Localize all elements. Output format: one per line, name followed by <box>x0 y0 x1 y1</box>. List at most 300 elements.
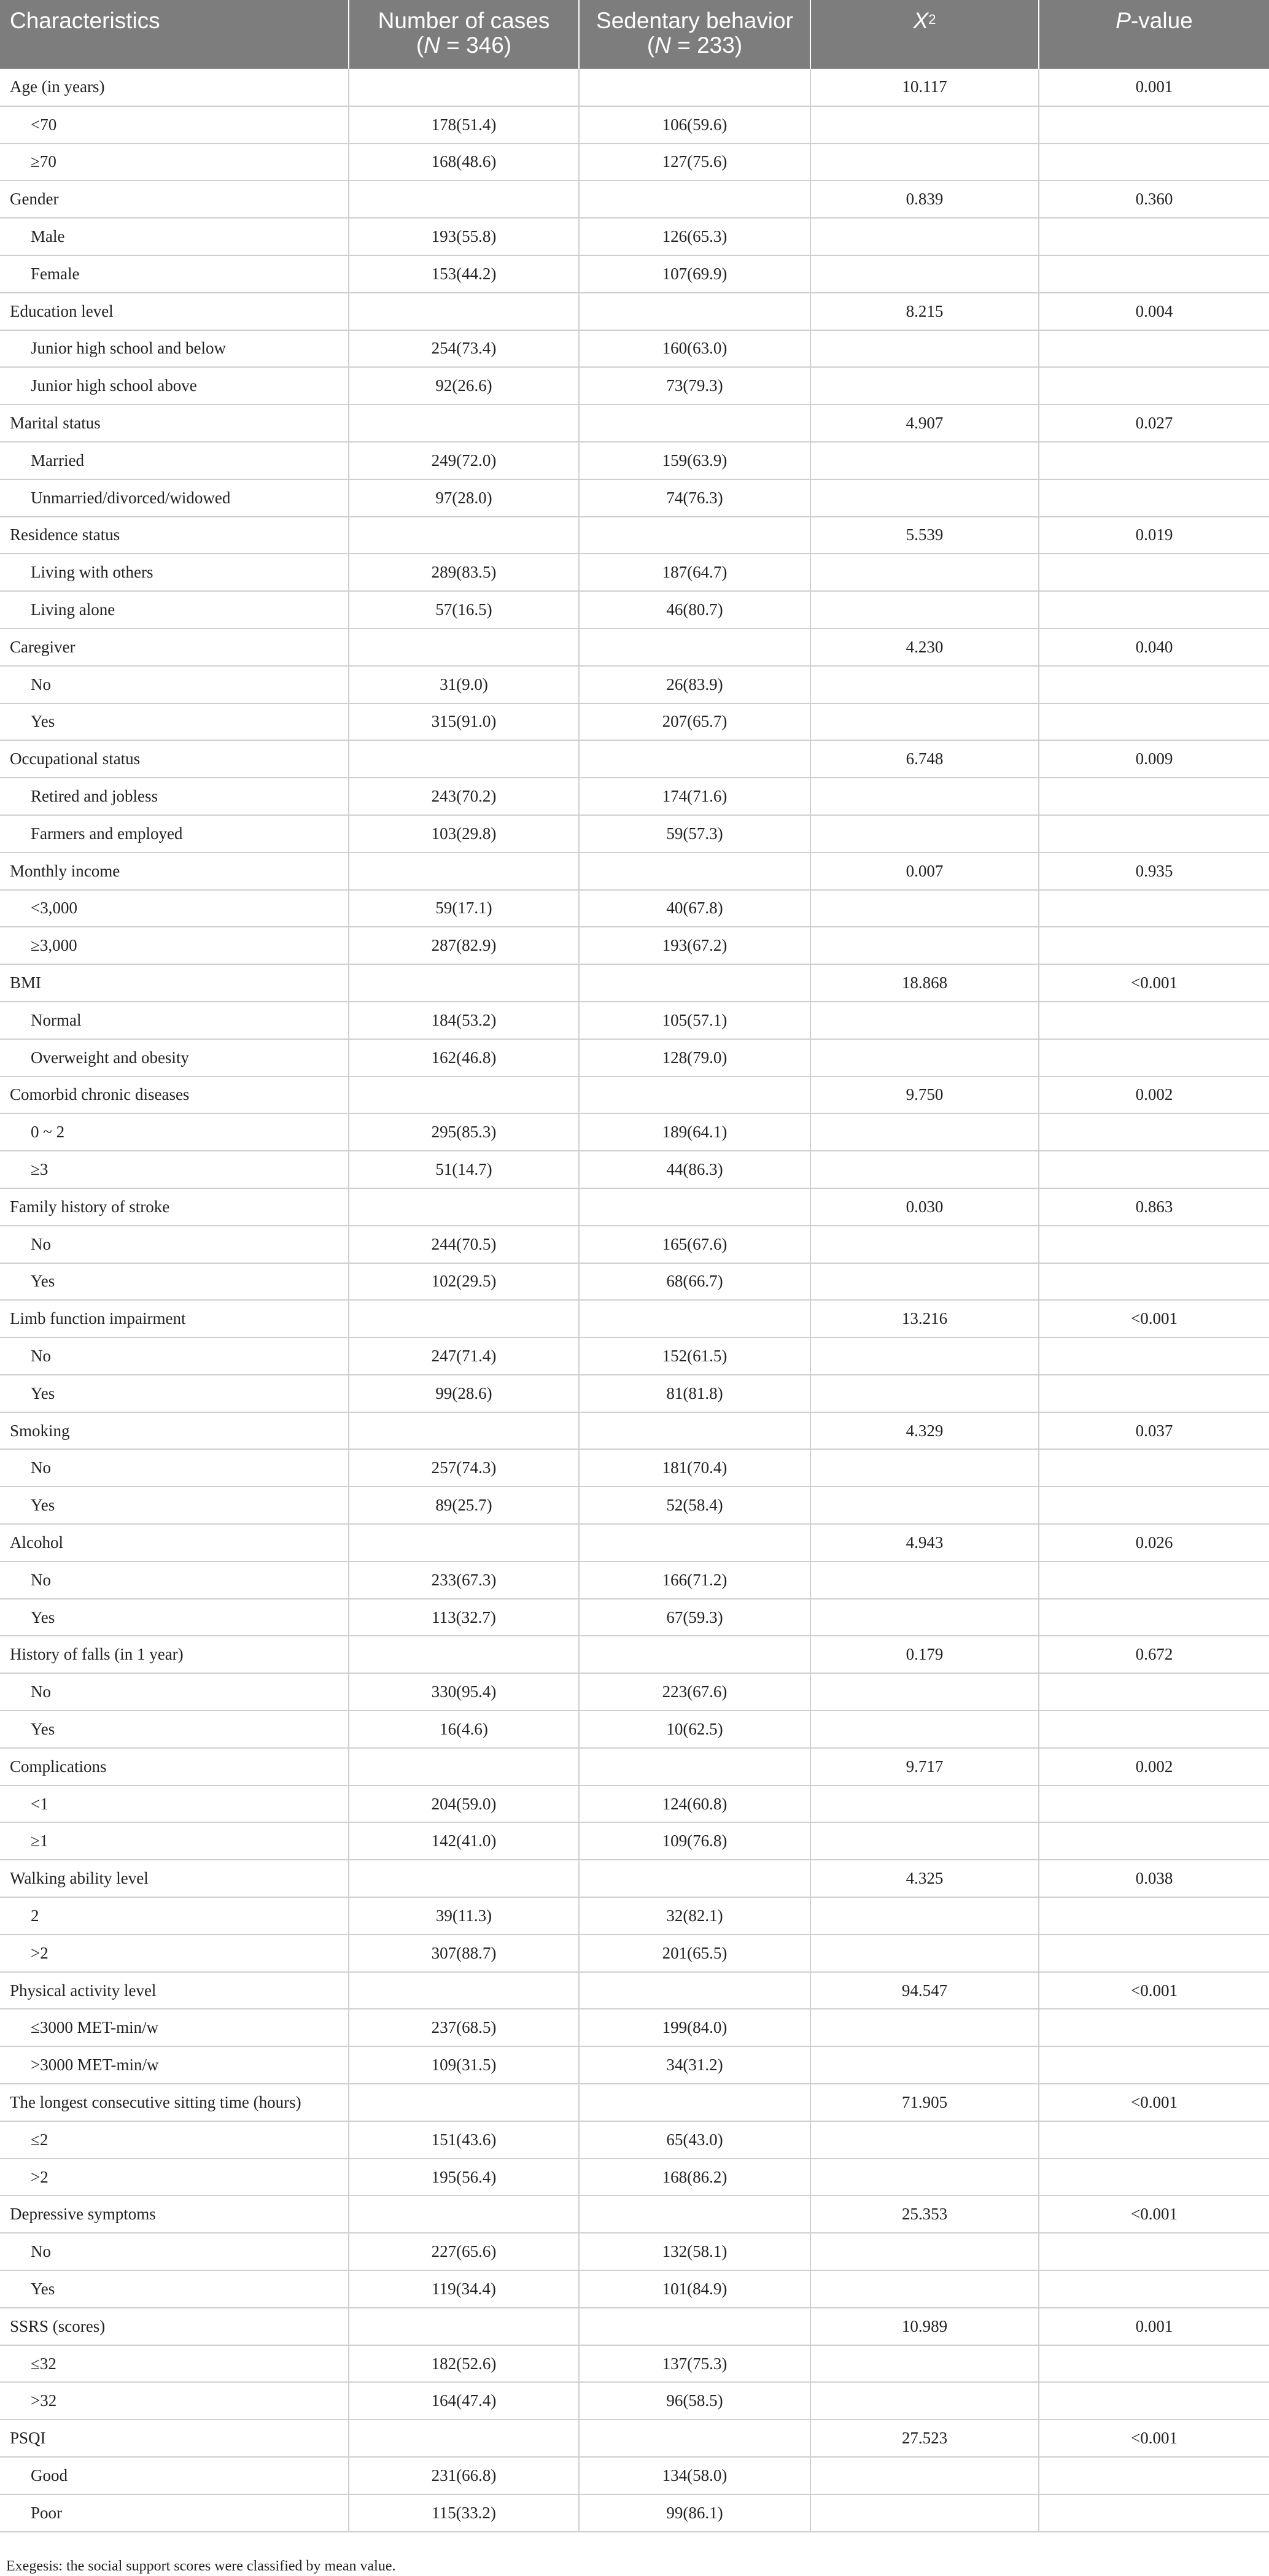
table-row-category <box>0 853 1269 890</box>
cell-p-value <box>1039 2270 1269 2308</box>
cell-characteristic: PSQI <box>0 2419 349 2457</box>
cell-chi-square: 18.868 <box>810 964 1039 1002</box>
cell-sedentary-behavior: 128(79.0) <box>579 1039 810 1077</box>
cell-characteristic: No <box>0 666 349 703</box>
cell-characteristic: Junior high school above <box>0 367 349 404</box>
cell-p-value: <0.001 <box>1039 2195 1269 2233</box>
table-row-category <box>0 2308 1269 2345</box>
table-row-subgroup <box>0 666 1269 703</box>
cell-number-of-cases: 142(41.0) <box>349 1822 579 1860</box>
cell-number-of-cases: 57(16.5) <box>349 591 579 629</box>
cell-chi-square: 13.216 <box>810 1300 1039 1337</box>
cell-number-of-cases: 287(82.9) <box>349 927 579 964</box>
cell-chi-square <box>810 2233 1039 2270</box>
header-row <box>0 0 1269 69</box>
cell-p-value <box>1039 255 1269 293</box>
cell-number-of-cases <box>349 1972 579 2009</box>
cell-sedentary-behavior: 96(58.5) <box>579 2382 810 2419</box>
cell-sedentary-behavior <box>579 404 810 442</box>
cell-sedentary-behavior: 124(60.8) <box>579 1785 810 1823</box>
cell-characteristic: >3000 MET-min/w <box>0 2046 349 2084</box>
cell-characteristic: Gender <box>0 180 349 218</box>
cell-number-of-cases: 151(43.6) <box>349 2121 579 2159</box>
cell-characteristic: Depressive symptoms <box>0 2195 349 2233</box>
cell-characteristic: Limb function impairment <box>0 1300 349 1337</box>
cell-number-of-cases: 168(48.6) <box>349 144 579 181</box>
cell-sedentary-behavior: 32(82.1) <box>579 1897 810 1935</box>
cell-characteristic: >32 <box>0 2382 349 2419</box>
cell-characteristic: Yes <box>0 1487 349 1524</box>
table-row-subgroup <box>0 1599 1269 1636</box>
table-row-subgroup <box>0 927 1269 964</box>
cell-number-of-cases <box>349 1524 579 1561</box>
table-row-category <box>0 964 1269 1002</box>
cell-chi-square <box>810 1449 1039 1487</box>
cell-characteristic: Smoking <box>0 1412 349 1450</box>
cell-sedentary-behavior: 68(66.7) <box>579 1263 810 1301</box>
cell-sedentary-behavior <box>579 69 810 106</box>
cell-sedentary-behavior: 40(67.8) <box>579 890 810 927</box>
cell-chi-square <box>810 890 1039 927</box>
table-row-subgroup <box>0 1449 1269 1487</box>
cell-number-of-cases: 244(70.5) <box>349 1226 579 1263</box>
cell-chi-square: 4.230 <box>810 629 1039 666</box>
cell-chi-square <box>810 778 1039 815</box>
table-row-subgroup <box>0 778 1269 815</box>
cell-characteristic: Education level <box>0 293 349 330</box>
cell-chi-square: 0.030 <box>810 1188 1039 1226</box>
cell-number-of-cases: 97(28.0) <box>349 479 579 517</box>
table-row-subgroup <box>0 1226 1269 1263</box>
cell-chi-square: 4.907 <box>810 404 1039 442</box>
cell-p-value <box>1039 1113 1269 1151</box>
table-row-subgroup <box>0 2121 1269 2159</box>
cell-sedentary-behavior: 52(58.4) <box>579 1487 810 1524</box>
cell-sedentary-behavior: 44(86.3) <box>579 1151 810 1188</box>
cell-number-of-cases: 113(32.7) <box>349 1599 579 1636</box>
header-cases-n: N <box>424 33 440 58</box>
cell-sedentary-behavior <box>579 293 810 330</box>
cell-sedentary-behavior: 165(67.6) <box>579 1226 810 1263</box>
cell-chi-square <box>810 330 1039 368</box>
cell-chi-square <box>810 666 1039 703</box>
cell-sedentary-behavior <box>579 1524 810 1561</box>
header-p-italic: P <box>1116 8 1131 33</box>
header-characteristics-text: Characteristics <box>10 8 160 33</box>
cell-number-of-cases <box>349 1188 579 1226</box>
cell-characteristic: Marital status <box>0 404 349 442</box>
cell-number-of-cases <box>349 740 579 778</box>
cell-sedentary-behavior: 101(84.9) <box>579 2270 810 2308</box>
table-row-category <box>0 1188 1269 1226</box>
cell-sedentary-behavior <box>579 1860 810 1897</box>
cell-p-value: 0.002 <box>1039 1748 1269 1785</box>
table-row-category <box>0 1972 1269 2009</box>
cell-chi-square: 71.905 <box>810 2084 1039 2121</box>
cell-sedentary-behavior <box>579 2084 810 2121</box>
cell-chi-square: 9.750 <box>810 1077 1039 1114</box>
cell-number-of-cases: 182(52.6) <box>349 2345 579 2383</box>
table-row-subgroup <box>0 1487 1269 1524</box>
cell-p-value <box>1039 1785 1269 1823</box>
cell-p-value <box>1039 1039 1269 1077</box>
cell-number-of-cases: 31(9.0) <box>349 666 579 703</box>
table-row-subgroup <box>0 367 1269 404</box>
cell-chi-square: 0.007 <box>810 853 1039 890</box>
cell-chi-square <box>810 1822 1039 1860</box>
table-row-subgroup <box>0 1002 1269 1039</box>
table-row-category <box>0 740 1269 778</box>
cell-chi-square: 10.117 <box>810 69 1039 106</box>
cell-characteristic: Physical activity level <box>0 1972 349 2009</box>
cell-characteristic: Yes <box>0 1375 349 1412</box>
cell-chi-square <box>810 2121 1039 2159</box>
table-row-category <box>0 69 1269 106</box>
cell-characteristic: The longest consecutive sitting time (hours) <box>0 2084 349 2121</box>
cell-characteristic: 0 ~ 2 <box>0 1113 349 1151</box>
cell-number-of-cases: 153(44.2) <box>349 255 579 293</box>
cell-sedentary-behavior: 46(80.7) <box>579 591 810 629</box>
cell-sedentary-behavior: 160(63.0) <box>579 330 810 368</box>
table-row-subgroup <box>0 1785 1269 1823</box>
cell-sedentary-behavior: 207(65.7) <box>579 703 810 741</box>
cell-p-value <box>1039 1599 1269 1636</box>
cell-characteristic: >2 <box>0 1935 349 1972</box>
cell-characteristic: 2 <box>0 1897 349 1935</box>
table-row-subgroup <box>0 2457 1269 2494</box>
cell-chi-square <box>810 2270 1039 2308</box>
table-row-subgroup <box>0 2046 1269 2084</box>
cell-sedentary-behavior: 189(64.1) <box>579 1113 810 1151</box>
cell-characteristic: No <box>0 1449 349 1487</box>
table-row-category <box>0 517 1269 554</box>
cell-sedentary-behavior: 174(71.6) <box>579 778 810 815</box>
cell-number-of-cases: 162(46.8) <box>349 1039 579 1077</box>
cell-number-of-cases <box>349 2084 579 2121</box>
cell-p-value <box>1039 1375 1269 1412</box>
cell-p-value: <0.001 <box>1039 1300 1269 1337</box>
cell-chi-square: 25.353 <box>810 2195 1039 2233</box>
cell-characteristic: Female <box>0 255 349 293</box>
cell-number-of-cases: 289(83.5) <box>349 554 579 591</box>
cell-p-value: <0.001 <box>1039 2084 1269 2121</box>
table-row-subgroup <box>0 2345 1269 2383</box>
table-row-subgroup <box>0 890 1269 927</box>
header-chi-sup: 2 <box>928 12 936 27</box>
cell-number-of-cases <box>349 1300 579 1337</box>
cell-number-of-cases <box>349 404 579 442</box>
cell-sedentary-behavior <box>579 740 810 778</box>
cell-number-of-cases <box>349 1748 579 1785</box>
table-row-subgroup <box>0 1822 1269 1860</box>
table-row-subgroup <box>0 2270 1269 2308</box>
cell-p-value <box>1039 2009 1269 2046</box>
cell-characteristic: Age (in years) <box>0 69 349 106</box>
cell-characteristic: Good <box>0 2457 349 2494</box>
cell-chi-square: 8.215 <box>810 293 1039 330</box>
cell-number-of-cases: 115(33.2) <box>349 2494 579 2532</box>
cell-p-value: 0.004 <box>1039 293 1269 330</box>
cell-sedentary-behavior <box>579 853 810 890</box>
cell-number-of-cases: 231(66.8) <box>349 2457 579 2494</box>
cell-p-value: 0.672 <box>1039 1636 1269 1673</box>
header-cases-line1: Number of cases <box>378 8 550 33</box>
cell-p-value: 0.001 <box>1039 2308 1269 2345</box>
cell-p-value <box>1039 1935 1269 1972</box>
cell-sedentary-behavior <box>579 2419 810 2457</box>
cell-chi-square: 27.523 <box>810 2419 1039 2457</box>
cell-number-of-cases: 102(29.5) <box>349 1263 579 1301</box>
table-row-subgroup <box>0 1711 1269 1748</box>
table-row-subgroup <box>0 255 1269 293</box>
cell-chi-square: 5.539 <box>810 517 1039 554</box>
cell-p-value <box>1039 1711 1269 1748</box>
cell-number-of-cases: 315(91.0) <box>349 703 579 741</box>
table-row-category <box>0 2084 1269 2121</box>
cell-sedentary-behavior: 126(65.3) <box>579 218 810 255</box>
cell-characteristic: Living alone <box>0 591 349 629</box>
cell-chi-square <box>810 703 1039 741</box>
cell-sedentary-behavior: 127(75.6) <box>579 144 810 181</box>
cell-chi-square: 10.989 <box>810 2308 1039 2345</box>
cell-p-value <box>1039 703 1269 741</box>
cell-p-value: 0.009 <box>1039 740 1269 778</box>
table-row-category <box>0 1524 1269 1561</box>
cell-number-of-cases: 92(26.6) <box>349 367 579 404</box>
cell-number-of-cases: 243(70.2) <box>349 778 579 815</box>
cell-number-of-cases <box>349 964 579 1002</box>
cell-number-of-cases <box>349 1412 579 1450</box>
table-row-category <box>0 404 1269 442</box>
cell-characteristic: No <box>0 1561 349 1599</box>
cell-number-of-cases <box>349 2419 579 2457</box>
cell-characteristic: Caregiver <box>0 629 349 666</box>
table-row-subgroup <box>0 1375 1269 1412</box>
cell-characteristic: ≤2 <box>0 2121 349 2159</box>
cell-characteristic: SSRS (scores) <box>0 2308 349 2345</box>
cell-characteristic: Comorbid chronic diseases <box>0 1077 349 1114</box>
cell-p-value <box>1039 2457 1269 2494</box>
cell-number-of-cases <box>349 69 579 106</box>
cell-number-of-cases: 204(59.0) <box>349 1785 579 1823</box>
cell-p-value: 0.935 <box>1039 853 1269 890</box>
cell-characteristic: Yes <box>0 1263 349 1301</box>
cell-chi-square <box>810 1897 1039 1935</box>
cell-characteristic: ≤32 <box>0 2345 349 2383</box>
cell-p-value <box>1039 927 1269 964</box>
cell-number-of-cases: 195(56.4) <box>349 2159 579 2196</box>
cell-sedentary-behavior <box>579 1972 810 2009</box>
cell-chi-square <box>810 479 1039 517</box>
cell-p-value <box>1039 815 1269 853</box>
cell-p-value <box>1039 1673 1269 1711</box>
cell-sedentary-behavior: 99(86.1) <box>579 2494 810 2532</box>
cell-number-of-cases: 59(17.1) <box>349 890 579 927</box>
cell-chi-square: 9.717 <box>810 1748 1039 1785</box>
cell-p-value: <0.001 <box>1039 2419 1269 2457</box>
cell-chi-square <box>810 1226 1039 1263</box>
cell-characteristic: Married <box>0 442 349 479</box>
cell-p-value <box>1039 330 1269 368</box>
cell-p-value <box>1039 442 1269 479</box>
table-row-subgroup <box>0 703 1269 741</box>
cell-chi-square <box>810 2382 1039 2419</box>
table-row-category <box>0 2195 1269 2233</box>
cell-p-value: 0.027 <box>1039 404 1269 442</box>
cell-characteristic: BMI <box>0 964 349 1002</box>
cell-chi-square: 4.943 <box>810 1524 1039 1561</box>
cell-sedentary-behavior: 223(67.6) <box>579 1673 810 1711</box>
cell-characteristic: <3,000 <box>0 890 349 927</box>
cell-characteristic: ≥3,000 <box>0 927 349 964</box>
cell-characteristic: Yes <box>0 703 349 741</box>
table-row-subgroup <box>0 106 1269 144</box>
cell-number-of-cases: 103(29.8) <box>349 815 579 853</box>
cell-sedentary-behavior <box>579 180 810 218</box>
cell-number-of-cases: 237(68.5) <box>349 2009 579 2046</box>
cell-sedentary-behavior: 73(79.3) <box>579 367 810 404</box>
cell-number-of-cases <box>349 853 579 890</box>
cell-number-of-cases: 16(4.6) <box>349 1711 579 1748</box>
cell-p-value <box>1039 2121 1269 2159</box>
table-row-category <box>0 2419 1269 2457</box>
cell-characteristic: History of falls (in 1 year) <box>0 1636 349 1673</box>
header-number-of-cases: Number of cases (N = 346) <box>349 0 579 69</box>
cell-p-value <box>1039 591 1269 629</box>
cell-characteristic: Complications <box>0 1748 349 1785</box>
cell-p-value: <0.001 <box>1039 1972 1269 2009</box>
cell-sedentary-behavior: 199(84.0) <box>579 2009 810 2046</box>
cell-chi-square: 0.179 <box>810 1636 1039 1673</box>
header-sed-rest: = 233) <box>670 33 743 58</box>
header-sedentary-behavior: Sedentary behavior (N = 233) <box>579 0 810 69</box>
cell-sedentary-behavior: 137(75.3) <box>579 2345 810 2383</box>
cell-characteristic: Poor <box>0 2494 349 2532</box>
cell-characteristic: Family history of stroke <box>0 1188 349 1226</box>
cell-sedentary-behavior: 193(67.2) <box>579 927 810 964</box>
cell-sedentary-behavior <box>579 1300 810 1337</box>
cell-number-of-cases: 330(95.4) <box>349 1673 579 1711</box>
cell-sedentary-behavior <box>579 1077 810 1114</box>
cell-characteristic: No <box>0 1337 349 1375</box>
cell-number-of-cases <box>349 517 579 554</box>
cell-chi-square <box>810 367 1039 404</box>
cell-number-of-cases: 227(65.6) <box>349 2233 579 2270</box>
table-row-subgroup <box>0 442 1269 479</box>
table-header <box>0 0 1269 69</box>
cell-number-of-cases: 99(28.6) <box>349 1375 579 1412</box>
table-row-category <box>0 180 1269 218</box>
cell-p-value <box>1039 218 1269 255</box>
cell-characteristic: >2 <box>0 2159 349 2196</box>
cell-chi-square <box>810 2457 1039 2494</box>
cell-chi-square: 0.839 <box>810 180 1039 218</box>
cell-number-of-cases: 257(74.3) <box>349 1449 579 1487</box>
cell-chi-square <box>810 106 1039 144</box>
cell-number-of-cases: 249(72.0) <box>349 442 579 479</box>
table-row-subgroup <box>0 144 1269 181</box>
cell-number-of-cases <box>349 2195 579 2233</box>
cell-sedentary-behavior: 34(31.2) <box>579 2046 810 2084</box>
cell-sedentary-behavior <box>579 629 810 666</box>
cell-p-value <box>1039 2046 1269 2084</box>
cell-chi-square <box>810 1151 1039 1188</box>
cell-sedentary-behavior: 26(83.9) <box>579 666 810 703</box>
cell-p-value <box>1039 1449 1269 1487</box>
cell-chi-square <box>810 1561 1039 1599</box>
cell-number-of-cases <box>349 1860 579 1897</box>
cell-chi-square <box>810 2159 1039 2196</box>
cell-p-value <box>1039 554 1269 591</box>
cell-sedentary-behavior: 65(43.0) <box>579 2121 810 2159</box>
table-row-subgroup <box>0 1113 1269 1151</box>
cell-sedentary-behavior: 201(65.5) <box>579 1935 810 1972</box>
table-row-subgroup <box>0 1151 1269 1188</box>
cell-characteristic: Occupational status <box>0 740 349 778</box>
cell-characteristic: Unmarried/divorced/widowed <box>0 479 349 517</box>
cell-p-value <box>1039 1151 1269 1188</box>
cell-p-value <box>1039 144 1269 181</box>
cell-characteristic: Residence status <box>0 517 349 554</box>
cell-p-value <box>1039 1337 1269 1375</box>
cell-chi-square <box>810 1673 1039 1711</box>
cell-sedentary-behavior <box>579 1748 810 1785</box>
cell-characteristic: No <box>0 1226 349 1263</box>
table-row-category <box>0 1636 1269 1673</box>
cell-number-of-cases: 39(11.3) <box>349 1897 579 1935</box>
cell-p-value: 0.038 <box>1039 1860 1269 1897</box>
cell-p-value <box>1039 1487 1269 1524</box>
cell-characteristic: Overweight and obesity <box>0 1039 349 1077</box>
header-p-rest: -value <box>1130 8 1193 33</box>
cell-chi-square: 6.748 <box>810 740 1039 778</box>
cell-p-value: <0.001 <box>1039 964 1269 1002</box>
cell-characteristic: ≥3 <box>0 1151 349 1188</box>
cell-chi-square <box>810 927 1039 964</box>
table-row-subgroup <box>0 1897 1269 1935</box>
cell-p-value <box>1039 1561 1269 1599</box>
cell-sedentary-behavior: 132(58.1) <box>579 2233 810 2270</box>
cell-p-value: 0.037 <box>1039 1412 1269 1450</box>
cell-p-value <box>1039 1226 1269 1263</box>
table-row-subgroup <box>0 2382 1269 2419</box>
cell-number-of-cases <box>349 293 579 330</box>
header-sed-n: N <box>654 33 671 58</box>
cell-characteristic: Living with others <box>0 554 349 591</box>
table-row-subgroup <box>0 1561 1269 1599</box>
cell-chi-square: 94.547 <box>810 1972 1039 2009</box>
cell-chi-square <box>810 2009 1039 2046</box>
cell-p-value: 0.040 <box>1039 629 1269 666</box>
cell-characteristic: ≤3000 MET-min/w <box>0 2009 349 2046</box>
cell-sedentary-behavior <box>579 1412 810 1450</box>
cell-chi-square <box>810 442 1039 479</box>
table-row-category <box>0 1077 1269 1114</box>
cell-sedentary-behavior: 159(63.9) <box>579 442 810 479</box>
header-chi-symbol: X <box>913 8 929 33</box>
table-row-subgroup <box>0 815 1269 853</box>
cell-chi-square <box>810 2494 1039 2532</box>
cell-characteristic: Yes <box>0 1711 349 1748</box>
table-row-subgroup <box>0 2159 1269 2196</box>
cell-number-of-cases <box>349 180 579 218</box>
cell-number-of-cases: 193(55.8) <box>349 218 579 255</box>
cell-p-value: 0.001 <box>1039 69 1269 106</box>
table-row-subgroup <box>0 330 1269 368</box>
table-row-category <box>0 1860 1269 1897</box>
header-chi-square <box>810 0 1039 69</box>
cell-p-value <box>1039 2382 1269 2419</box>
